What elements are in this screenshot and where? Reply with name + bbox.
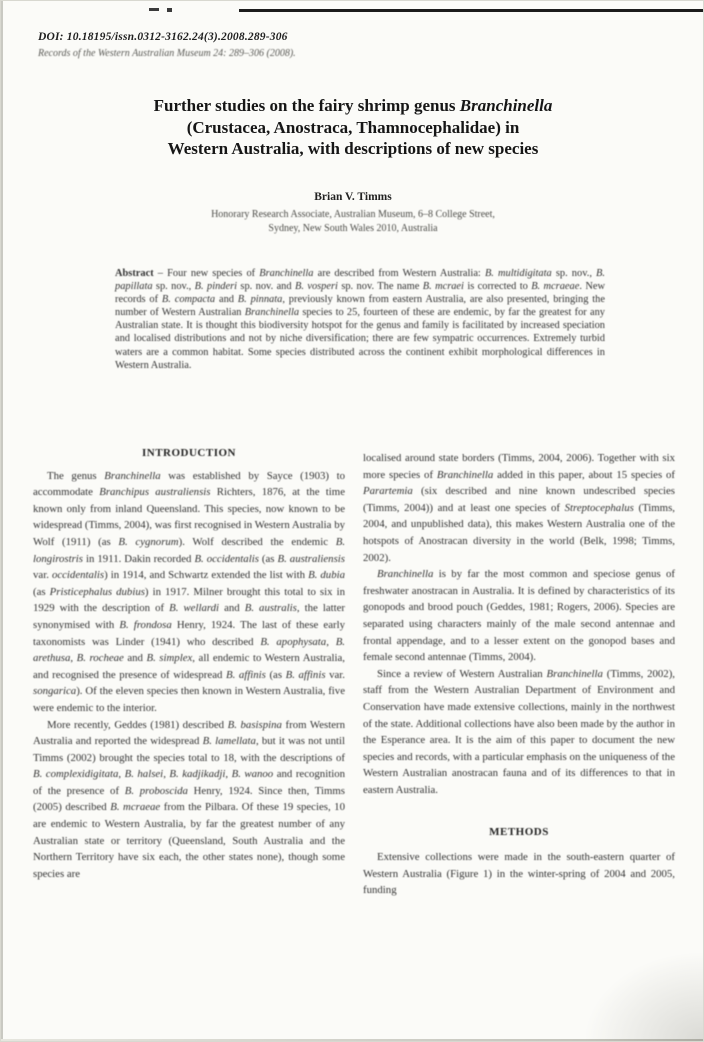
author-name: Brian V. Timms (314, 191, 392, 203)
title-line-3: Western Australia, with descriptions of new species (167, 139, 539, 158)
page-title (53, 95, 653, 160)
scan-artifact-speck (167, 8, 172, 12)
left-column (33, 445, 345, 975)
intro-paragraph-2-continued: localised around state borders (Timms, 2004, 2006). Together with six more species of Branchinella added in this paper, about 15 species of Parartemia (six described and nine known undescribed species (Timms, 2004)) and at least one species of Streptocephalus (Timms, 2004, and unpublished data), this makes Western Australia one of the hotspots of Anostracan diversity in the world (Belk, 1998; Timms, 2002). (363, 452, 675, 564)
scan-edge-left (1, 1, 3, 1041)
methods-paragraph-1: Extensive collections were made in the south-eastern quarter of Western Australia (Figure 1) in the winter-spring of 2004 and 2005, funding (363, 851, 675, 897)
affiliation-line-1: Honorary Research Associate, Australian Museum, 6–8 College Street, (211, 209, 495, 220)
section-heading-methods: METHODS (489, 826, 549, 839)
title-line-1: Further studies on the fairy shrimp genus Branchinella (153, 96, 553, 115)
scan-artifact-line (239, 9, 704, 12)
doi-line: DOI: 10.18195/issn.0312-3162.24(3).2008.289-306 (38, 31, 288, 43)
scan-artifact-speck (149, 8, 159, 11)
intro-paragraph-1: The genus Branchinella was established by Sayce (1903) to accommodate Branchipus australiensis Richters, 1876, at the time known only from inland Queensland. This species, now known to be widespread (Timms, 2004), was first recognised in Western Australia by Wolf (1911) (as B. cygnorum). Wolf described the endemic B. longirostris in 1911. Dakin recorded B. occidentalis (as B. australiensis var. occidentalis) in 1914, and Schwartz extended the list with B. dubia (as Pristicephalus dubius) in 1917. Milner brought this total to six in 1929 with the description of B. wellardi and B. australis, the latter synonymised with B. frondosa Henry, 1924. The last of these early taxonomists was Linder (1941) who described B. apophysata, B. arethusa, B. rocheae and B. simplex, all endemic to Western Australia, and recognised the presence of widespread B. affinis (as B. affinis var. songarica). Of the eleven species then known in Western Australia, five were endemic to the interior. (33, 469, 345, 714)
intro-paragraph-2: More recently, Geddes (1981) described B. basispina from Western Australia and reported the widespread B. lamellata, but it was not until Timms (2002) brought the species total to 18, with the descriptions of B. complexidigitata, B. halsei, B. kadjikadji, B. wanoo and recognition of the presence of B. proboscida Henry, 1924. Since then, Timms (2005) described B. mcraeae from the Pilbara. Of these 19 species, 10 are endemic to Western Australia, by far the greatest number of any Australian state or territory (Queensland, South Australia and the Northern Territory have six each, the other states none), though some species are (33, 718, 345, 880)
author-affiliation (53, 208, 653, 235)
right-column (363, 450, 675, 990)
section-heading-introduction: INTRODUCTION (141, 447, 236, 459)
intro-paragraph-4: Since a review of Western Australian Branchinella (Timms, 2002), staff from the Western Australian Department of Environment and Conservation have made extensive collections, mainly in the northwest of the state. Additional collections have also been made by the author in the Esperance area. It is the aim of this paper to document the new species and records, with a particular emphasis on the uniqueness of the Western Australian anostracan fauna and of its differences to that in eastern Australia. (363, 667, 675, 796)
title-line-2: (Crustacea, Anostraca, Thamnocephalidae) in (186, 117, 520, 137)
affiliation-line-2: Sydney, New South Wales 2010, Australia (268, 222, 438, 234)
journal-citation-line: Records of the Western Australian Museum 24: 289–306 (2008). (38, 48, 296, 59)
abstract-paragraph: Abstract – Four new species of Branchinella are described from Western Australia: B. multidigitata sp. nov., B. papillata sp. nov., B. pinderi sp. nov. and B. vosperi sp. nov. The name B. mcraei is corrected to B. mcraeae. New records of B. compacta and B. pinnata, previously known from eastern Australia, are also presented, bringing the number of Western Australian Branchinella species to 25, fourteen of these are endemic, by far the greatest for any Australian state. It is thought this biodiversity hotspot for the genus and family is facilitated by increased speciation and localised distributions and not by niche diversification; there are few sympatric occurrences. Extremely turbid waters are a common habitat. Some species distributed across the continent exhibit morphological differences in Western Australia. (115, 268, 606, 371)
intro-paragraph-3: Branchinella is by far the most common and speciose genus of freshwater anostracan in Australia. It is defined by characteristics of its gonopods and brood pouch (Geddes, 1981; Rogers, 2006). Species are separated using characters mainly of the male second antennae and frontal appendage, and to a lesser extent on the gonopod bases and female second antennae (Timms, 2004). (363, 568, 675, 664)
